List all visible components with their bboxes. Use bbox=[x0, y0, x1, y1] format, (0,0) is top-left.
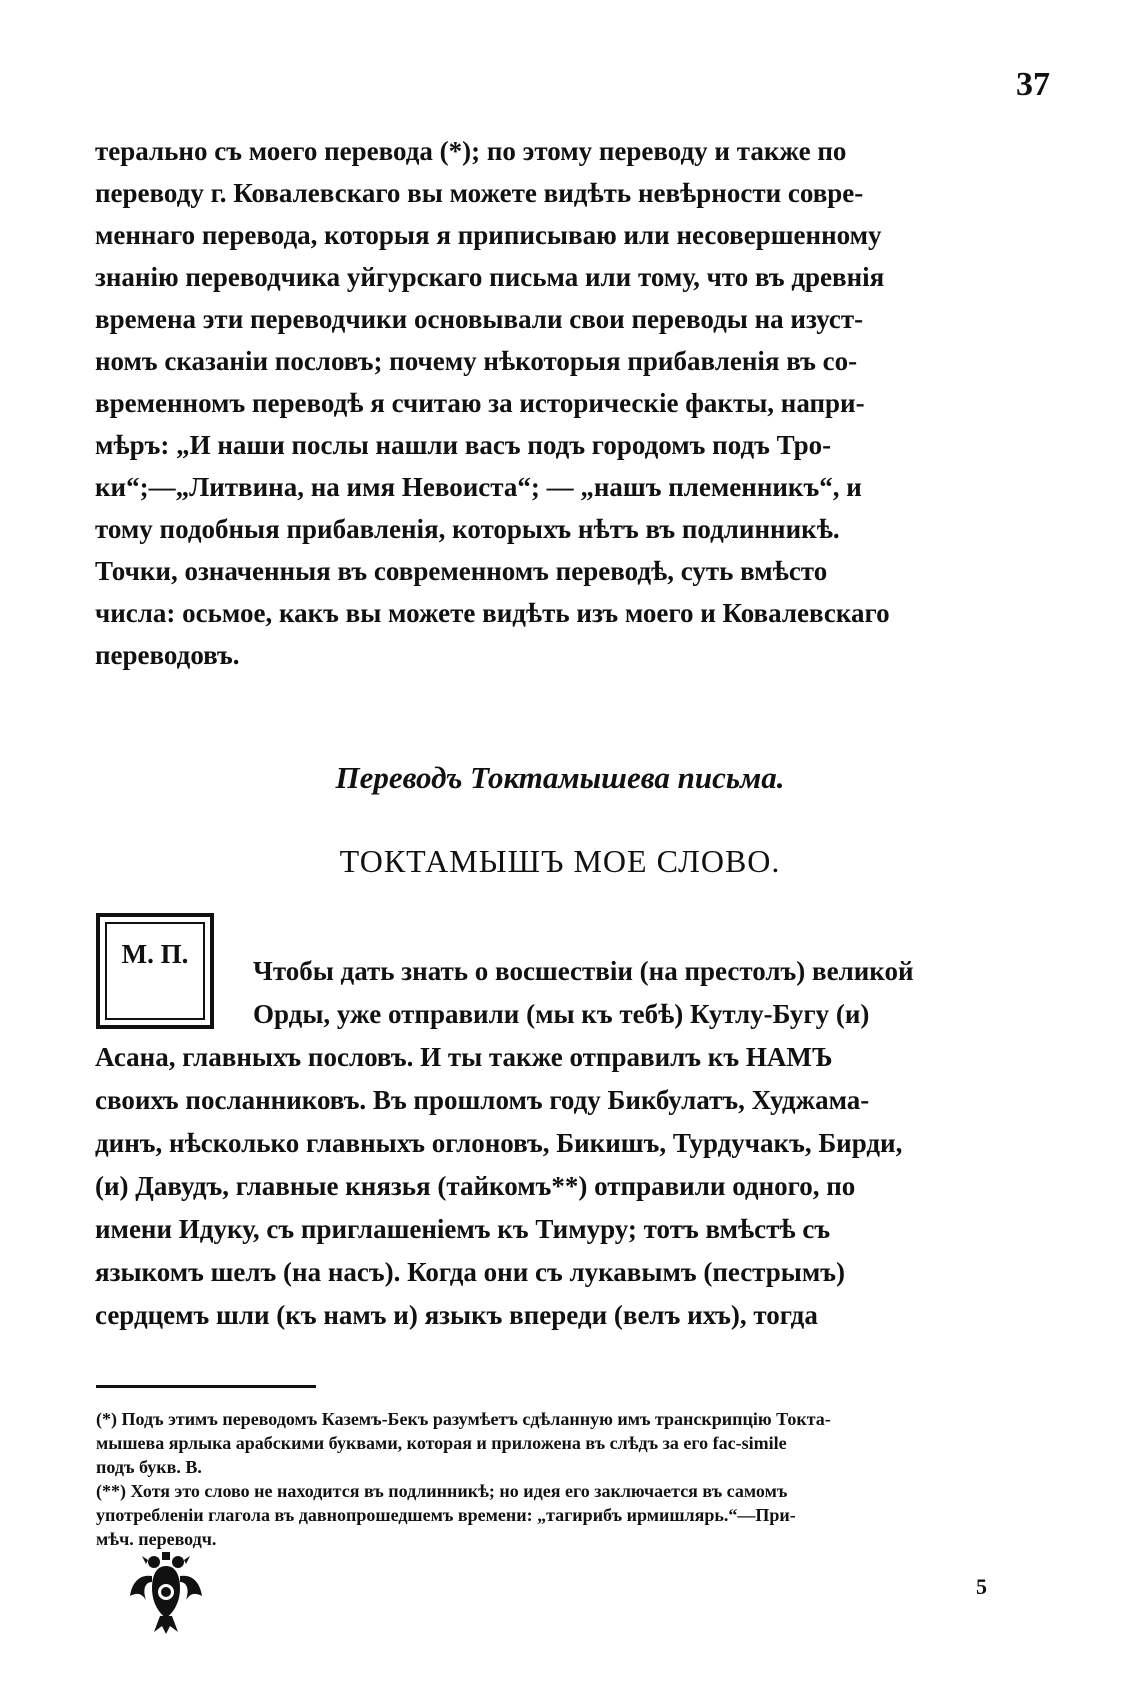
text-line: языкомъ шелъ (на насъ). Когда они съ лукавымъ (пестрымъ) bbox=[95, 1257, 845, 1287]
text-line: имени Идуку, съ приглашеніемъ къ Тимуру; тотъ вмѣстѣ съ bbox=[95, 1214, 831, 1244]
text-line: ки“;—„Литвина, на имя Невоиста“; — „нашъ племенникъ“, и bbox=[95, 472, 862, 502]
signature-mark: 5 bbox=[976, 1574, 987, 1599]
footnote-line: (*) Подъ этимъ переводомъ Каземъ-Бекъ разумѣетъ сдѣланную имъ транскрипцію Токта- bbox=[96, 1409, 831, 1429]
text-line: переводу г. Ковалевскаго вы можете видѣть невѣрности совре- bbox=[95, 178, 864, 208]
text-line: Орды, уже отправили (мы къ тебѣ) Кутлу-Бугу (и) bbox=[253, 999, 870, 1029]
page-number: 37 bbox=[1016, 66, 1050, 103]
footnotes bbox=[96, 1407, 1026, 1551]
footnote-line: мѣч. переводч. bbox=[96, 1529, 217, 1549]
double-headed-eagle-icon bbox=[126, 1548, 206, 1638]
footnote-divider bbox=[96, 1385, 316, 1388]
seal-label: М. П. bbox=[121, 939, 189, 969]
footnote-line: мышева ярлыка арабскими буквами, которая и приложена въ слѣдъ за его fac-simile bbox=[96, 1433, 787, 1453]
letter-text bbox=[95, 950, 1025, 1337]
text-line: Точки, означенныя въ современномъ переводѣ, суть вмѣсто bbox=[95, 556, 828, 586]
text-line: Чтобы дать знать о восшествіи (на престолъ) великой bbox=[253, 956, 914, 986]
footnote-line: подъ букв. В. bbox=[96, 1457, 202, 1477]
text-line: временномъ переводѣ я считаю за историческіе факты, напри- bbox=[95, 388, 865, 418]
text-line: своихъ посланниковъ. Въ прошломъ году Бикбулатъ, Худжама- bbox=[95, 1085, 870, 1115]
intro-paragraph bbox=[95, 130, 1025, 676]
text-line: времена эти переводчики основывали свои переводы на изуст- bbox=[95, 304, 864, 334]
text-line: (и) Давудъ, главные князья (тайкомъ**) отправили одного, по bbox=[95, 1171, 856, 1201]
text-line: динъ, нѣсколько главныхъ оглоновъ, Бикишъ, Турдучакъ, Бирди, bbox=[95, 1128, 903, 1158]
text-line: терально съ моего перевода (*); по этому переводу и также по bbox=[95, 136, 847, 166]
text-line: числа: осьмое, какъ вы можете видѣть изъ моего и Ковалевскаго bbox=[95, 598, 890, 628]
section-title: Переводъ Токтамышева письма. bbox=[335, 760, 785, 795]
text-line: меннаго перевода, которыя я приписываю или несовершенному bbox=[95, 220, 882, 250]
letter-heading: ТОКТАМЫШЪ МОЕ СЛОВО. bbox=[339, 843, 781, 879]
footnote-line: (**) Хотя это слово не находится въ подлинникѣ; но идея его заключается въ самомъ bbox=[96, 1481, 788, 1501]
text-line: сердцемъ шли (къ намъ и) языкъ впереди (велъ ихъ), тогда bbox=[95, 1300, 818, 1330]
text-line: мѣръ: „И наши послы нашли васъ подъ городомъ подъ Тро- bbox=[95, 430, 832, 460]
text-line: переводовъ. bbox=[95, 640, 240, 670]
text-line: Асана, главныхъ пословъ. И ты также отправилъ къ НАМЪ bbox=[95, 1042, 833, 1072]
text-line: тому подобныя прибавленія, которыхъ нѣтъ въ подлинникѣ. bbox=[95, 514, 840, 544]
text-line: номъ сказаніи пословъ; почему нѣкоторыя прибавленія въ со- bbox=[95, 346, 858, 376]
text-line: знанію переводчика уйгурскаго письма или тому, что въ древнія bbox=[95, 262, 885, 292]
footnote-line: употребленіи глагола въ давнопрошедшемъ времени: „тагирибъ ирмишлярь.“—При- bbox=[96, 1505, 796, 1525]
